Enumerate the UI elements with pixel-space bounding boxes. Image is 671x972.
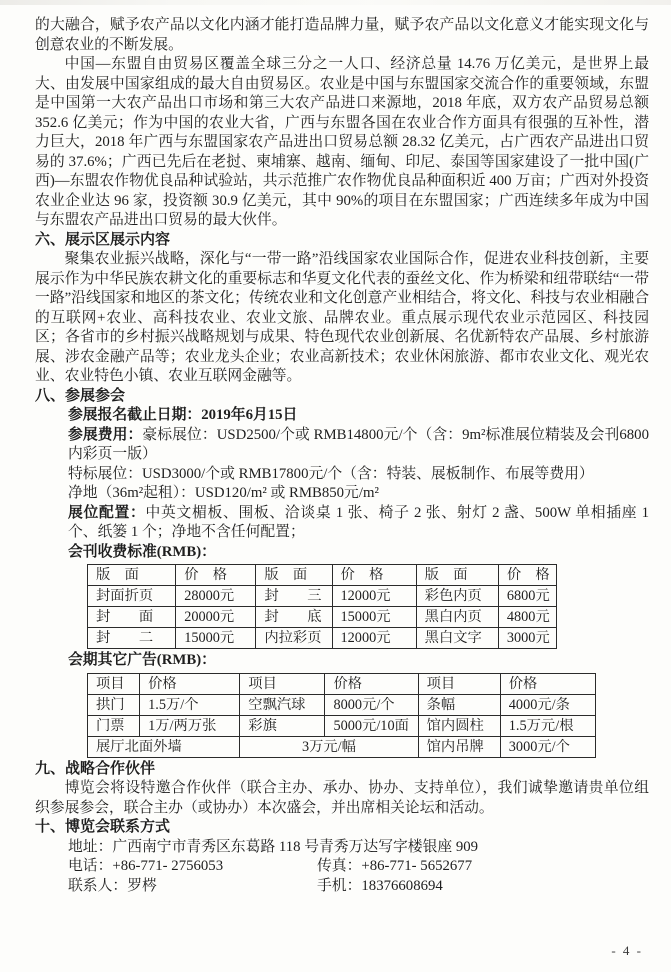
table-row [88,694,596,715]
table-header-cell: 项目 [88,673,140,694]
section10-heading: 十、博览会联系方式 [35,819,171,835]
journal-fee-label: 会刊收费标准(RMB)： [68,543,216,560]
person-mobile-line [68,877,649,897]
scan-artifact [0,0,671,5]
contact-person-item [68,877,317,897]
fee-label: 参展费用： [68,426,143,443]
section6-heading: 六、展示区展示内容 [35,231,171,248]
table-cell: 黑白内页 [416,607,498,628]
table-header-row [88,673,596,694]
table-cell: 8000元/个 [325,694,418,715]
table-cell: 馆内圆柱 [418,715,500,736]
table-row [88,607,557,628]
deadline-label: 参展报名截止日期： [68,407,202,423]
table-cell: 门票 [88,715,140,736]
table-cell: 封面折页 [88,586,176,607]
table-header-cell: 版 面 [88,565,176,586]
table-header-row [88,565,557,586]
table-cell: 4800元 [498,607,556,628]
table-header-cell: 价格 [500,673,595,694]
fax-label: 传真： [317,858,362,874]
ads-pricing-table [87,673,596,758]
mobile-label: 手机： [317,877,362,894]
section9-body: 博览会将设特邀合作伙伴（联合主办、承办、协办、支持单位），我们诚挚邀请贵单位组织参展参会，联合主办（或协办）本次盛会，并出席相关论坛和活动。 [35,780,649,816]
table-header-cell: 项目 [240,673,325,694]
paragraph-culture-continuation: 的大融合，赋予农产品以文化内涵才能打造品牌力量，赋予农产品以文化意义才能实现文化与创意农业的不断发展。 [35,17,649,53]
table-cell: 馆内吊牌 [418,736,500,757]
deadline-line [68,406,649,426]
booth-config-text: 中英文楣板、围板、洽谈桌 1 张、椅子 2 张、射灯 2 盏、500W 单相插座 1 个、纸篓 1 个；净地不含任何配置； [68,504,649,540]
table-header-cell: 价格 [325,673,418,694]
table-header-cell: 价格 [140,673,240,694]
section8-detail-block [68,406,649,562]
table-cell: 彩旗 [240,715,325,736]
table-cell: 3000元/个 [500,736,595,757]
deadline-value: 2019年6月15日 [201,407,298,423]
table-cell: 12000元 [332,628,416,649]
phone-label: 电话： [68,858,113,874]
table-cell: 彩色内页 [416,586,498,607]
table-row [88,715,596,736]
table-cell: 4000元/条 [500,694,595,715]
table-cell: 28000元 [176,586,256,607]
fee-text: 豪标展位：USD2500/个或 RMB14800元/个（含：9m²标准展位精装及会刊6800内彩页一版） [68,426,649,462]
fax-value: +86-771- 5652677 [361,858,473,874]
table-cell: 条幅 [418,694,500,715]
table-header-cell: 价 格 [176,565,256,586]
fee-line [68,426,649,465]
table-cell: 空飘汽球 [240,694,325,715]
table-cell: 15000元 [176,628,256,649]
special-booth-line: 特标展位：USD3000/个或 RMB17800元/个（含：特装、展板制作、布展等费用） [68,465,594,482]
table-header-cell: 价 格 [498,565,556,586]
contact-person-label: 联系人： [68,877,128,894]
table-cell: 封 二 [88,628,176,649]
table-cell: 展厅北面外墙 [88,736,240,757]
fax-item [317,858,472,874]
table-cell: 12000元 [332,586,416,607]
table-cell: 内拉彩页 [256,628,332,649]
table-header-cell: 价 格 [332,565,416,586]
table-cell: 封 三 [256,586,332,607]
booth-config-line [68,504,649,543]
phone-fax-line [68,857,649,877]
contact-block [68,838,649,897]
table-header-cell: 项目 [418,673,500,694]
table-cell: 5000元/10面 [325,715,418,736]
address-line [68,838,649,858]
contact-person-value: 罗梣 [127,877,157,894]
section9-heading: 九、战略合作伙伴 [35,760,156,777]
page-number: - 4 - [611,943,643,958]
address-label: 地址： [68,838,113,855]
section8-heading: 八、参展参会 [35,387,126,404]
table-row [88,586,557,607]
booth-config-label: 展位配置： [68,504,146,521]
table-cell: 6800元 [498,586,556,607]
table-cell: 1万/两万张 [140,715,240,736]
table-cell: 3万元/幅 [240,736,418,757]
table-cell: 3000元 [498,628,556,649]
table-cell: 1.5万元/根 [500,715,595,736]
table-header-cell: 版 面 [416,565,498,586]
table-row [88,736,596,757]
mobile-item [317,878,443,894]
table-cell: 封 底 [256,607,332,628]
section6-body: 聚集农业振兴战略，深化与“一带一路”沿线国家农业国际合作，促进农业科技创新，主要展示作为中华民族农耕文化的重要标志和华夏文化代表的蚕丝文化、作为桥梁和纽带联结“一带一路”沿线国家和地区的茶文化；传统农业和文化创意产业相结合，将文化、科技与农业相融合的互联网+农业、高科技农业、农业文旅、品牌农业。重点展示现代农业示范园区、科技园区；各省市的乡村振兴战略规划与成果、特色现代农业创新展、名优新特农产品展、乡村旅游展、涉农金融产品等；农业龙头企业；农业高新技术；农业休闲旅游、都市农业文化、观光农业、农业特色小镇、农业互联网金融等。 [35,251,649,384]
phone-value: +86-771- 2756053 [112,858,224,874]
phone-item [68,857,317,877]
ads-label-block [68,651,649,671]
table-cell: 黑白文字 [416,628,498,649]
table-cell: 15000元 [332,607,416,628]
table-cell: 1.5万/个 [140,694,240,715]
mobile-value: 18376608694 [361,877,443,894]
table-row [88,628,557,649]
address-value: 广西南宁市青秀区东葛路 118 号青秀万达写字楼银座 909 [112,838,479,855]
table-cell: 拱门 [88,694,140,715]
ads-label: 会期其它广告(RMB)： [68,652,216,668]
paragraph-china-asean: 中国—东盟自由贸易区覆盖全球三分之一人口、经济总量 14.76 万亿美元，是世界上最大、由发展中国家组成的最大自由贸易区。农业是中国与东盟国家交流合作的重要领域，东盟是中国第一大农产品出口市场和第三大农产品进口来源地，2018 年底，双方农产品贸易总额 352.6 亿美元；作为中国的农业大省，广西与东盟各国在农业合作方面具有很强的互补性，潜力巨大，2018 年广西与东盟国家农产品进出口贸易总额 28.32 亿美元，占广西农产品进出口贸易的 37.6%；广西已先后在老挝、柬埔寨、越南、缅甸、印尼、泰国等国家建设了一批中国(广西)—东盟农作物优良品种试验站，共示范推广农作物优良品种面积近 400 万亩；广西对外投资农业企业达 96 家，投资额 30.9 亿美元，其中 90%的项目在东盟国家；广西连续多年成为中国与东盟农产品进出口贸易的最大伙伴。 [35,56,649,228]
table-header-cell: 版 面 [256,565,332,586]
journal-pricing-table [87,564,557,649]
raw-space-line: 净地（36m²起租）：USD120/m² 或 RMB850元/m² [68,485,379,501]
table-cell: 20000元 [176,607,256,628]
table-cell: 封 面 [88,607,176,628]
